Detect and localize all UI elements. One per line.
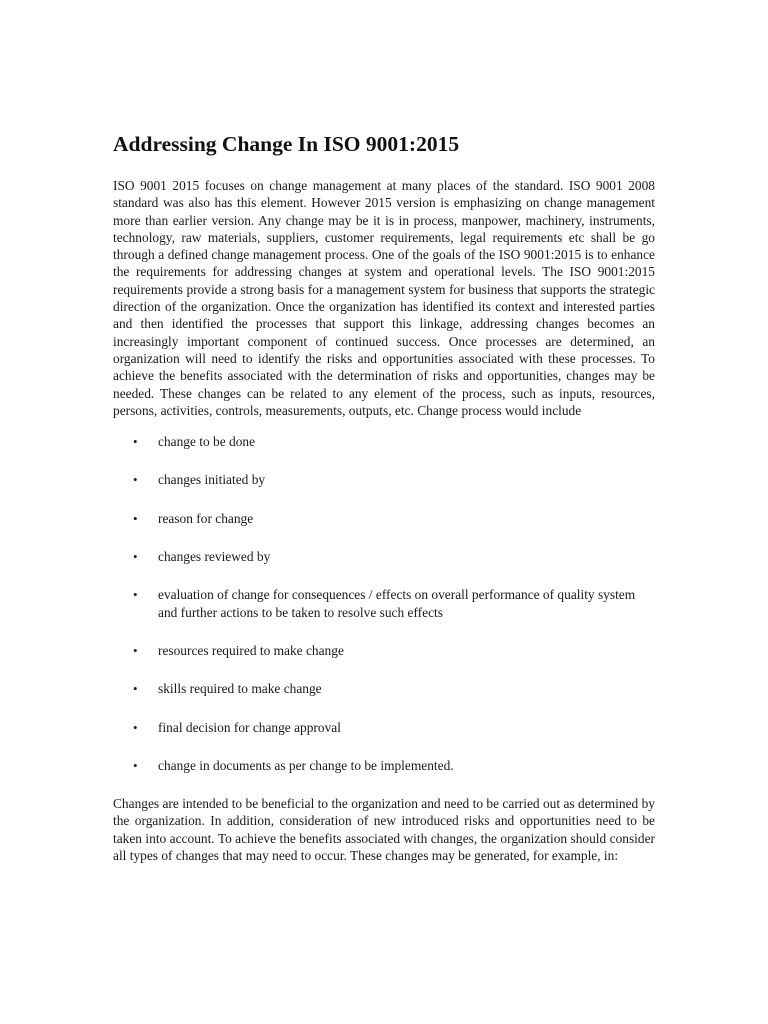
change-process-list — [113, 433, 655, 774]
bullet-icon: • — [133, 719, 138, 735]
list-item — [113, 510, 655, 527]
document-title: Addressing Change In ISO 9001:2015 — [113, 132, 460, 156]
list-item-text: changes reviewed by — [158, 549, 271, 565]
bullet-icon: • — [133, 472, 138, 488]
list-item — [113, 433, 655, 450]
list-item-text: changes initiated by — [158, 472, 266, 488]
list-item-text: change in documents as per change to be implemented. — [158, 757, 454, 773]
bullet-icon: • — [133, 642, 138, 658]
list-item — [113, 757, 655, 774]
bullet-icon: • — [133, 757, 138, 773]
list-item-text: skills required to make change — [158, 681, 322, 697]
list-item-text: evaluation of change for consequences / effects on overall performance of quality system and further actions to be taken to resolve such effects — [158, 587, 636, 620]
list-item — [113, 471, 655, 488]
list-item — [113, 680, 655, 697]
list-item-text: reason for change — [158, 510, 254, 526]
list-item-text: final decision for change approval — [158, 719, 341, 735]
list-item — [113, 548, 655, 565]
bullet-icon: • — [133, 434, 138, 450]
list-item — [113, 719, 655, 736]
bullet-icon: • — [133, 549, 138, 565]
document-page — [113, 131, 655, 864]
bullet-icon: • — [133, 587, 138, 603]
closing-paragraph: Changes are intended to be beneficial to the organization and need to be carried out as determined by the organization. In addition, consideration of new introduced risks and opportunities need to be taken into account. To achieve the benefits associated with changes, the organization should consider all types of changes that may need to occur. These changes may be generated, for example, in: — [113, 796, 655, 864]
list-item-text: resources required to make change — [158, 642, 344, 658]
list-item-text: change to be done — [158, 434, 256, 450]
list-item — [113, 642, 655, 659]
list-item — [113, 586, 655, 621]
bullet-icon: • — [133, 681, 138, 697]
bullet-icon: • — [133, 510, 138, 526]
intro-paragraph: ISO 9001 2015 focuses on change management at many places of the standard. ISO 9001 2008 standard was also has this element. However 2015 version is emphasizing on change management more than earlier version. Any change may be it is in process, manpower, machinery, instruments, technology, raw materials, suppliers, customer requirements, legal requirements etc shall be go through a defined change management process. One of the goals of the ISO 9001:2015 is to enhance the requirements for addressing changes at system and operational levels. The ISO 9001:2015 requirements provide a strong basis for a management system for business that supports the strategic direction of the organization. Once the organization has identified its context and interested parties and then identified the processes that support this linkage, addressing changes becomes an increasingly important component of continued success. Once processes are determined, an organization will need to identify the risks and opportunities associated with these processes. To achieve the benefits associated with the determination of risks and opportunities, changes may be needed. These changes can be related to any element of the process, such as inputs, resources, persons, activities, controls, measurements, outputs, etc. Change process would include — [113, 178, 655, 418]
